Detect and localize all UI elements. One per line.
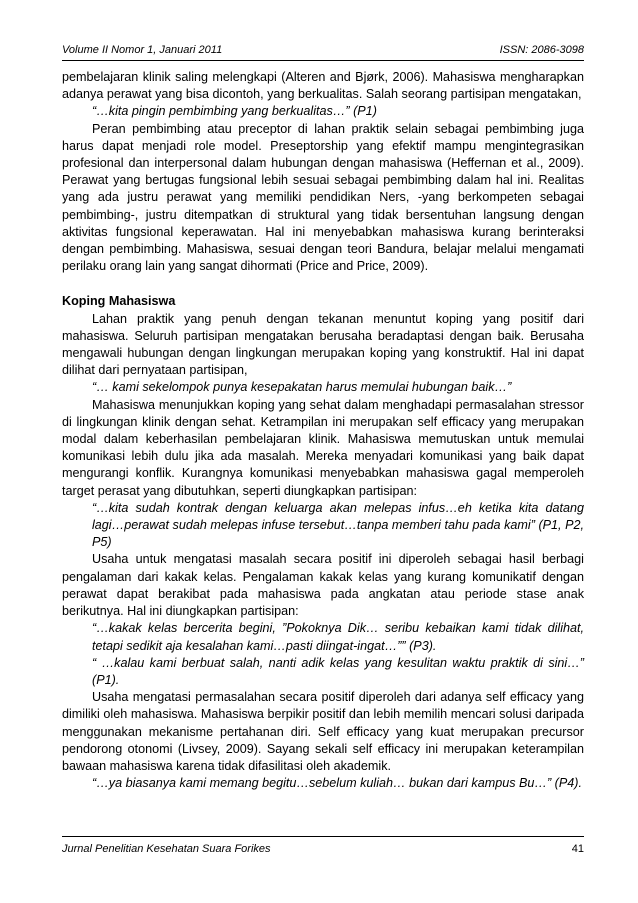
participant-quote: “…kakak kelas bercerita begini, ”Pokoknya Dik… seribu kebaikan kami tidak dilihat, tetapi sedikit aja kesalahan kami…pasti diingat-ingat…”” (P3). <box>92 621 584 653</box>
issn-label: ISSN: 2086-3098 <box>499 44 584 56</box>
participant-quote: “ …kalau kami berbuat salah, nanti adik kelas yang kesulitan waktu praktik di sini…” (P1). <box>92 655 584 687</box>
paragraph: pembelajaran klinik saling melengkapi (Alteren and Bjørk, 2006). Mahasiswa mengharapkan adanya perawat yang bisa dicontoh, yang berkualitas. Salah seorang partisipan mengatakan, <box>62 70 584 102</box>
participant-quote: “…kita pingin pembimbing yang berkualitas…” (P1) <box>92 104 377 119</box>
section-heading: Koping Mahasiswa <box>62 294 176 309</box>
running-header <box>62 44 584 56</box>
paragraph: Peran pembimbing atau preceptor di lahan praktik selain sebagai pembimbing juga harus dapat menjadi role model. Preseptorship yang efektif mampu mengintegrasikan profesional dan interpersonal dalam hubungan dengan mahasiswa (Heffernan et al., 2009). Perawat yang bertugas fungsional lebih sesuai sebagai pembimbing dalam hal ini. Realitas yang ada justru perawat yang memiliki pendidikan Ners, -yang berkompeten sebagai pembimbing-, justru ditempatkan di struktural yang tidak bersentuhan langsung dengan aktivitas fungsional keperawatan. Hal ini menyebabkan mahasiswa kurang berinteraksi dengan pembimbing. Mahasiswa, sesuai dengan teori Bandura, belajar melalui mengamati perilaku orang lain yang sangat dihormati (Price and Price, 2009). <box>62 121 584 274</box>
running-footer <box>62 843 584 855</box>
participant-quote: “…ya biasanya kami memang begitu…sebelum kuliah… bukan dari kampus Bu…” (P4). <box>92 776 582 791</box>
article-body <box>62 69 584 792</box>
header-rule <box>62 60 584 61</box>
paragraph: Usaha mengatasi permasalahan secara positif diperoleh dari adanya self efficacy yang dimiliki oleh mahasiswa. Mahasiswa berpikir positif dan lebih memilih mencari solusi daripada menggunakan mekanisme pertahanan diri. Self efficacy yang kuat merupakan precursor pendorong otonomi (Livsey, 2009). Sayang sekali self efficacy ini merupakan keterampilan bawaan mahasiswa karena tidak difasilitasi oleh akademik. <box>62 690 584 773</box>
page-number: 41 <box>571 843 584 855</box>
footer-rule <box>62 836 584 837</box>
journal-name: Jurnal Penelitian Kesehatan Suara Forikes <box>62 843 271 855</box>
participant-quote: “… kami sekelompok punya kesepakatan harus memulai hubungan baik…” <box>92 380 512 395</box>
paragraph: Usaha untuk mengatasi masalah secara positif ini diperoleh sebagai hasil berbagi pengalaman dari kakak kelas. Pengalaman kakak kelas yang kurang komunikatif dengan perawat dapat berakibat pada mahasiswa pada angkatan atau periode stase anak berikutnya. Hal ini diungkapkan partisipan: <box>62 552 584 619</box>
paragraph: Lahan praktik yang penuh dengan tekanan menuntut koping yang positif dari mahasiswa. Seluruh partisipan mengatakan berusaha beradaptasi dengan baik. Berusaha mengawali hubungan dengan lingkungan merupakan koping yang konstruktif. Hal ini dapat dilihat dari pernyataan partisipan, <box>62 311 584 378</box>
participant-quote: “…kita sudah kontrak dengan keluarga akan melepas infus…eh ketika kita datang lagi…perawat sudah melepas infuse tersebut…tanpa memberi tahu pada kami” (P1, P2, P5) <box>92 500 584 550</box>
paragraph: Mahasiswa menunjukkan koping yang sehat dalam menghadapi permasalahan stressor di lingkungan klinik dengan sehat. Ketrampilan ini merupakan self efficacy yang merupakan modal dalam keberhasilan pembelajaran klinik. Mahasiswa memutuskan untuk memulai komunikasi lebih dulu jika ada masalah. Mereka menyadari komunikasi yang baik dapat mengurangi konflik. Kurangnya komunikasi menyebabkan mahasiswa gagal memperoleh target perasat yang dibutuhkan, seperti diungkapkan partisipan: <box>62 397 584 498</box>
volume-label: Volume II Nomor 1, Januari 2011 <box>62 44 223 56</box>
